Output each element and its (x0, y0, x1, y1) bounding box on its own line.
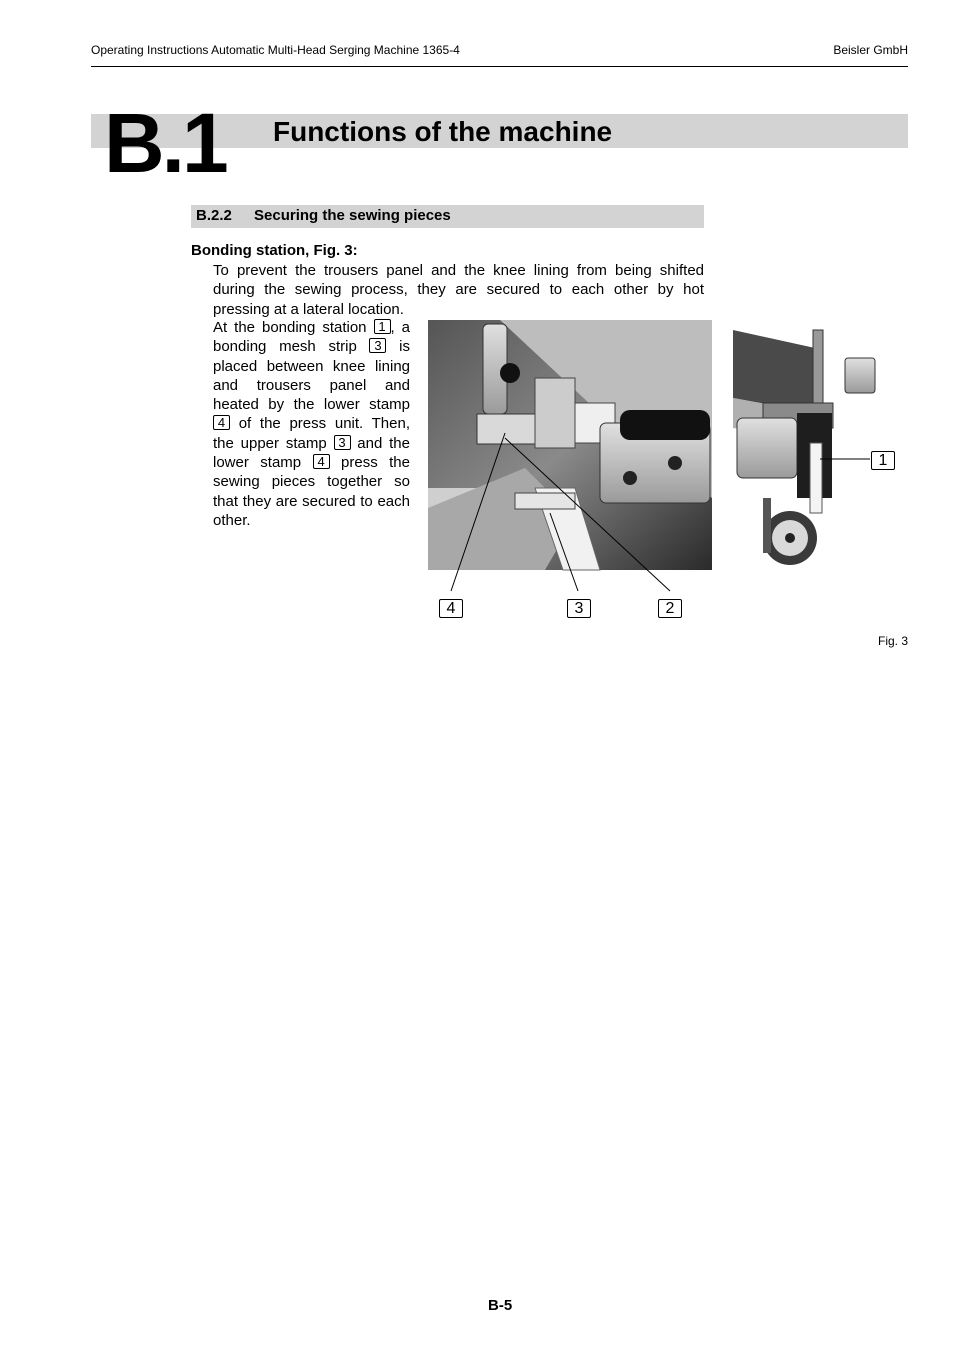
ref-box: 4 (213, 415, 230, 430)
subheading: Bonding station, Fig. 3: (191, 242, 358, 259)
paragraph-bonding (213, 318, 410, 530)
paragraph-intro: To prevent the trousers panel and the knee lining from being shifted during the sewing process, they are secured to each other by hot pressing at a lateral location. (213, 262, 704, 318)
para-text: , a bonding mesh strip (213, 319, 410, 356)
callout-2: 2 (658, 599, 682, 618)
para-text: and the lower stamp (213, 434, 410, 472)
section-title: Securing the sewing pieces (254, 207, 451, 224)
ref-box: 3 (369, 338, 386, 353)
para-text: At the bonding station (213, 319, 374, 336)
para-text: is placed between knee lining and trousers panel and heated by the lower stamp (213, 338, 411, 414)
header-company: Beisler GmbH (833, 43, 908, 57)
figure-caption: Fig. 3 (877, 634, 908, 648)
section-number: B.2.2 (196, 207, 232, 224)
callout-3: 3 (567, 599, 591, 618)
ref-box: 3 (334, 435, 351, 450)
ref-box: 1 (374, 319, 391, 334)
chapter-number: B.1 (104, 96, 226, 190)
header-rule (91, 66, 908, 67)
header-document-title: Operating Instructions Automatic Multi-Head Serging Machine 1365-4 (91, 43, 460, 57)
chapter-title: Functions of the machine (273, 116, 613, 147)
callout-4: 4 (439, 599, 463, 618)
page-number: B-5 (488, 1297, 513, 1314)
bonding-station-figure (425, 318, 905, 628)
para-text: of the press unit. Then, the upper stamp (213, 415, 410, 452)
para-text: press the sewing pieces together so that they are secured to each other. (213, 454, 410, 529)
ref-box: 4 (313, 454, 330, 469)
callout-1: 1 (871, 451, 895, 470)
